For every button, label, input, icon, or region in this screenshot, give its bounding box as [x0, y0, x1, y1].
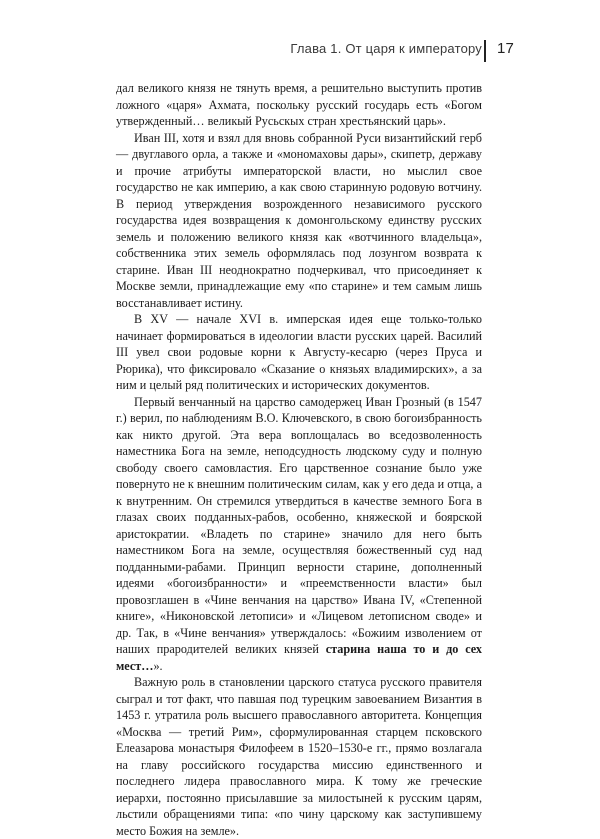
paragraph-4-bold-quote: старина наша то и до сех мест… [116, 642, 483, 673]
paragraph-4-end: ». [153, 658, 163, 673]
paragraph-4-text: Первый венчанный на царство самодержец Иван Грозный (в 1547 г.) верил, по наблюдениям В.О. Ключевского, в свою богоизбранность как никто другой. Эта вера воплощалась во вседозволенность наместника Бога на земле, неподсудность людскому суду и полную свободу своего самовластия. Его царственное сознание было уже повернуто не к внешним политическим силам, как у его деда и отца, а к внутренним. Он стремился утвердиться в качестве земного Бога в глазах своих подданных-рабов, особенно, княжеской и боярской аристократии. «Владеть по старине» значило для него быть наместником Бога на земле, осуществляя божественный суд над подданными-рабами. Принцип верности старине, дополненный идеями «богоизбранности» и «преемственности власти» был провозглашен в «Чине венчания на царство» Ивана IV, «Степенной книге», «Никоновской летописи» и «Лицевом летописном своде» и др. Так, в «Чине венчания» утверждалось: «Божиим изволением от наших прародителей великих князей [116, 394, 482, 656]
paragraph-4 [116, 394, 482, 675]
body-text [116, 80, 482, 839]
paragraph-3: В XV — начале XVI в. имперская идея еще только-только начинает формироваться в идеологии власти русских царей. Василий III увел свои родовые корни к Августу-кесарю (через Пруса и Рюрика), что фиксировало «Сказание о князьях владимирских», а за ним и целый ряд политических и исторических документов. [116, 312, 482, 392]
paragraph-5: Важную роль в становлении царского статуса русского правителя сыграл и тот факт, что павшая под турецким завоеванием Византия в 1453 г. утратила роль высшего православного авторитета. Концепция «Москва — третий Рим», сформулированная старцем псковского Елеазарова монастыря Филофеем в 1520–1530-е гг., прямо возлагала на главу российского государства миссию единственного и последнего лидера православного мира. К тому же греческие иерархи, постоянно присылавшие за милостыней к русским царям, льстили обращениями типа: «по чину царскому как заступившему место Божия на земле». [116, 675, 482, 838]
paragraph-1: дал великого князя не тянуть время, а решительно выступить против ложного «царя» Ахмата, поскольку русский государь есть «Богом утвержденный… великый Русьскых стран хрестьянский царь». [116, 81, 482, 128]
running-header [0, 40, 600, 58]
page-number: 17 [497, 40, 515, 57]
header-divider [484, 40, 486, 62]
paragraph-2: Иван III, хотя и взял для вновь собранной Руси византийский герб — двуглавого орла, а также и «мономаховы дары», скипетр, державу и прочие атрибуты императорской власти, но мыслил свое государство не как империю, а как свою старинную родовую вотчину. В период утверждения возрожденного независимого русского государства идея возвращения к домонгольскому единству русских земель и положению великого князя как «вотчинного владельца», собственника этих земель оформлялась под лозунгом возврата к старине. Иван III неоднократно подчеркивал, что присоединяет к Москве земли, принадлежащие ему «по старине» и тем самым лишь восстанавливает истину. [116, 130, 482, 310]
chapter-title: Глава 1. От царя к императору [290, 41, 482, 56]
